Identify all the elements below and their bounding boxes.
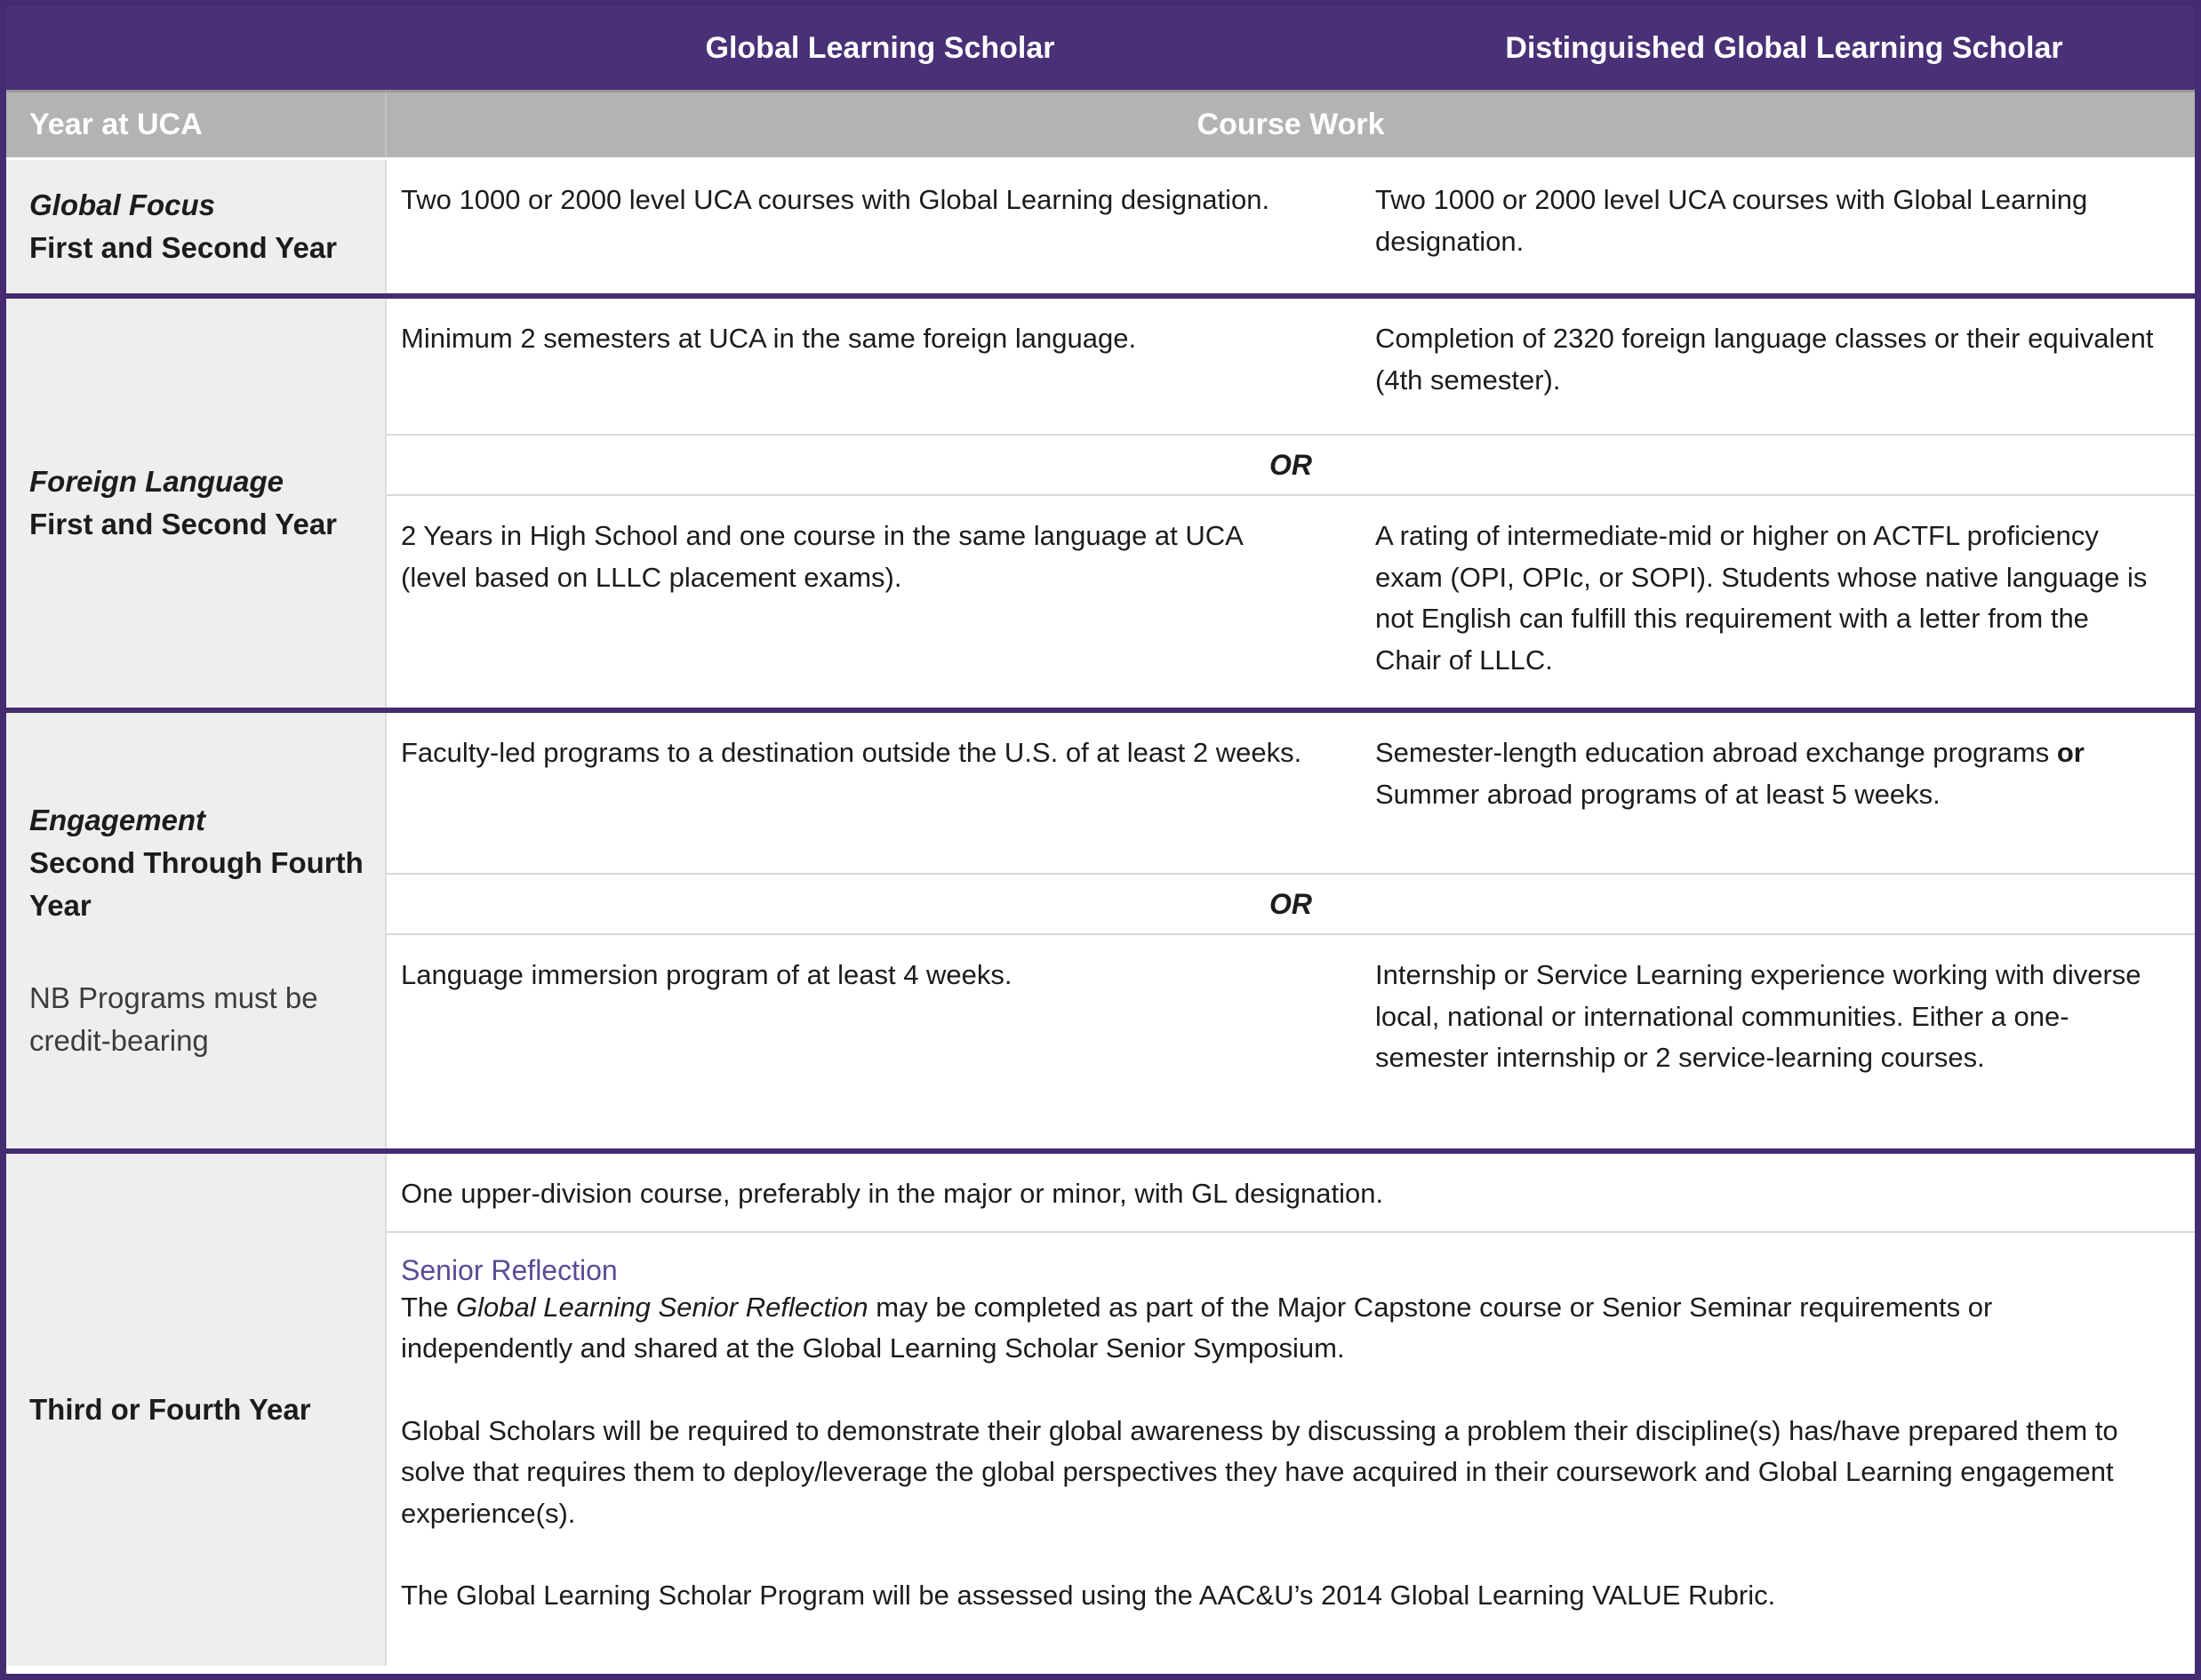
senior-reflection-paragraph — [401, 1287, 2170, 1370]
or-emphasis: or — [2056, 737, 2085, 768]
or-label: OR — [1269, 887, 1312, 920]
upper-division-course-row — [387, 1154, 2195, 1233]
row-years: First and Second Year — [29, 231, 338, 264]
global-awareness-paragraph: Global Scholars will be required to demonstrate their global awareness by discussing a problem their discipline(s) has/have prepared them to solve that requires them to deploy/leverage the global perspectives they have acquired in their coursework and Global Learning engagement experience(s). — [401, 1414, 2118, 1529]
assessment-paragraph: The Global Learning Scholar Program will be assessed using the AAC&U’s 2014 Global Learning VALUE Rubric. — [401, 1580, 1776, 1611]
engagement-option1-gls-cell — [387, 713, 1373, 873]
or-label: OR — [1269, 448, 1312, 481]
course-work-header: Course Work — [1197, 108, 1385, 141]
requirement-text: One upper-division course, preferably in the major or minor, with GL designation. — [401, 1178, 1384, 1209]
engagement-option2 — [387, 935, 2195, 1148]
requirement-text: Faculty-led programs to a destination outside the U.S. of at least 2 weeks. — [401, 737, 1302, 768]
third-fourth-year-label-cell — [6, 1154, 387, 1666]
requirement-text-part: Summer abroad programs of at least 5 weeks. — [1375, 778, 1941, 810]
paragraph-text-part: The — [401, 1291, 457, 1323]
requirement-text-part: Semester-length education abroad exchange programs — [1375, 737, 2057, 768]
table-subheader-row — [6, 92, 2195, 160]
row-years: Second Through Fourth Year — [29, 846, 364, 923]
engagement-option1-dgls-cell — [1373, 713, 2195, 873]
requirement-text: Two 1000 or 2000 level UCA courses with Global Learning designation. — [1375, 184, 2088, 257]
foreign-language-option2-dgls-cell — [1373, 496, 2195, 708]
requirement-text: Language immersion program of at least 4 weeks. — [401, 959, 1012, 990]
foreign-language-option1-gls-cell — [387, 299, 1373, 434]
global-focus-gls-cell — [387, 160, 1373, 293]
paragraph-gap — [401, 1370, 2172, 1411]
row-title: Engagement — [29, 804, 206, 837]
requirement-text: Internship or Service Learning experience working with diverse local, national or international communities. Either a one-semester internship or 2 service-learning courses. — [1375, 959, 2141, 1073]
paragraph-gap — [401, 1534, 2172, 1575]
engagement-option2-dgls-cell — [1373, 935, 2195, 1148]
engagement-option1 — [387, 713, 2195, 873]
requirement-text: Minimum 2 semesters at UCA in the same foreign language. — [401, 323, 1137, 354]
global-focus-label-cell — [6, 160, 387, 293]
row-engagement — [6, 713, 2195, 1154]
foreign-language-or-divider — [387, 434, 2195, 496]
table-header-row — [6, 6, 2195, 92]
engagement-label-cell — [6, 713, 387, 1148]
requirement-text: A rating of intermediate-mid or higher on ACTFL proficiency exam (OPI, OPIc, or SOPI). Students whose native language is not English can fulfill this requirement with a letter from the Chair of LLLC. — [1375, 520, 2148, 676]
row-years: First and Second Year — [29, 508, 338, 540]
senior-reflection-heading: Senior Reflection — [401, 1253, 618, 1286]
row-title: Global Focus — [29, 188, 216, 222]
requirement-text: 2 Years in High School and one course in the same language at UCA (level based on LLLC placement exams). — [401, 520, 1243, 593]
requirement-text — [1375, 732, 2157, 815]
foreign-language-option2 — [387, 496, 2195, 708]
year-at-uca-header: Year at UCA — [6, 92, 387, 157]
column-header-global-learning-scholar: Global Learning Scholar — [705, 30, 1055, 65]
credit-bearing-note: NB Programs must be credit-bearing — [29, 980, 318, 1057]
row-third-or-fourth-year — [6, 1154, 2195, 1666]
row-title: Foreign Language — [29, 465, 284, 499]
row-years: Third or Fourth Year — [29, 1392, 311, 1426]
italic-phrase: Global Learning Senior Reflection — [456, 1291, 868, 1323]
senior-reflection-row — [387, 1233, 2195, 1666]
engagement-or-divider — [387, 873, 2195, 935]
foreign-language-option2-gls-cell — [387, 496, 1373, 708]
row-foreign-language — [6, 299, 2195, 713]
foreign-language-option1 — [387, 299, 2195, 434]
row-global-focus — [6, 160, 2195, 299]
foreign-language-option1-dgls-cell — [1373, 299, 2195, 434]
column-header-distinguished-global-learning-scholar: Distinguished Global Learning Scholar — [1505, 30, 2063, 65]
requirement-text: Two 1000 or 2000 level UCA courses with Global Learning designation. — [401, 184, 1270, 215]
global-focus-requirements — [387, 160, 2195, 293]
requirement-text: Completion of 2320 foreign language classes or their equivalent (4th semester). — [1375, 323, 2154, 396]
global-focus-dgls-cell — [1373, 160, 2195, 293]
foreign-language-label-cell — [6, 299, 387, 708]
engagement-option2-gls-cell — [387, 935, 1373, 1148]
paragraph-text-part: may be completed as part of the Major Capstone course or Senior Seminar requirements or independently and shared at the Global Learning Scholar Senior Symposium. — [401, 1291, 1993, 1364]
